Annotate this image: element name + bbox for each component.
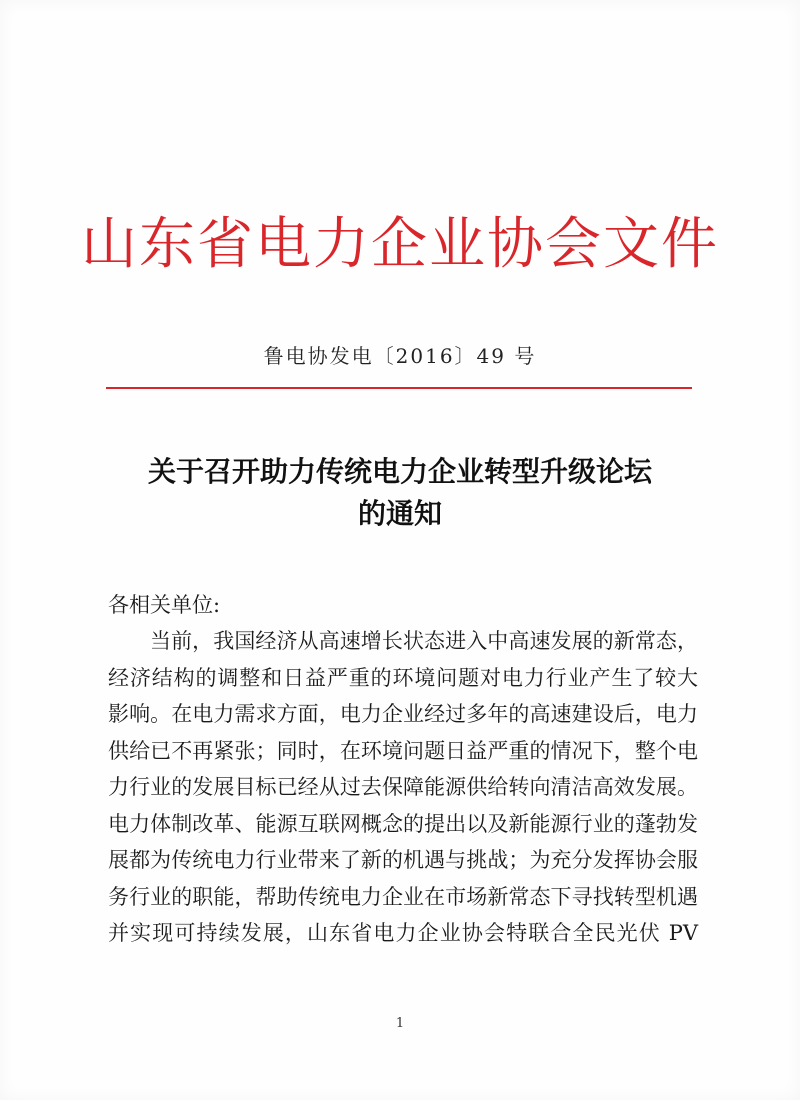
body-line: 力行业的发展目标已经从过去保障能源供给转向清洁高效发展。 [108, 775, 698, 799]
notice-title-line: 的通知 [357, 497, 442, 530]
page-number: 1 [395, 1016, 405, 1031]
body-line: 经济结构的调整和日益严重的环境问题对电力行业产生了较大 [108, 665, 698, 690]
document-header-title: 山东省电力企业协会文件 [81, 212, 719, 277]
body-line: 并实现可持续发展，山东省电力企业协会特联合全民光伏 PV [108, 921, 698, 945]
notice-title-line: 关于召开助力传统电力企业转型升级论坛 [147, 455, 652, 488]
document-number: 鲁电协发电〔2016〕49 号 [263, 344, 537, 368]
body-line: 电力体制改革、能源互联网概念的提出以及新能源行业的蓬勃发 [108, 811, 698, 836]
body-line: 展都为传统电力行业带来了新的机遇与挑战；为充分发挥协会服 [108, 848, 698, 872]
notice-title [0, 451, 800, 535]
red-divider-line [106, 387, 692, 389]
body-text [108, 623, 698, 952]
body-line: 当前，我国经济从高速增长状态进入中高速发展的新常态， [150, 629, 698, 653]
body-line: 供给已不再紧张；同时，在环境问题日益严重的情况下，整个电 [108, 738, 698, 763]
body-line: 影响。在电力需求方面，电力企业经过多年的高速建设后，电力 [108, 702, 698, 726]
body-line: 务行业的职能，帮助传统电力企业在市场新常态下寻找转型机遇 [108, 884, 698, 909]
salutation: 各相关单位: [108, 593, 221, 617]
